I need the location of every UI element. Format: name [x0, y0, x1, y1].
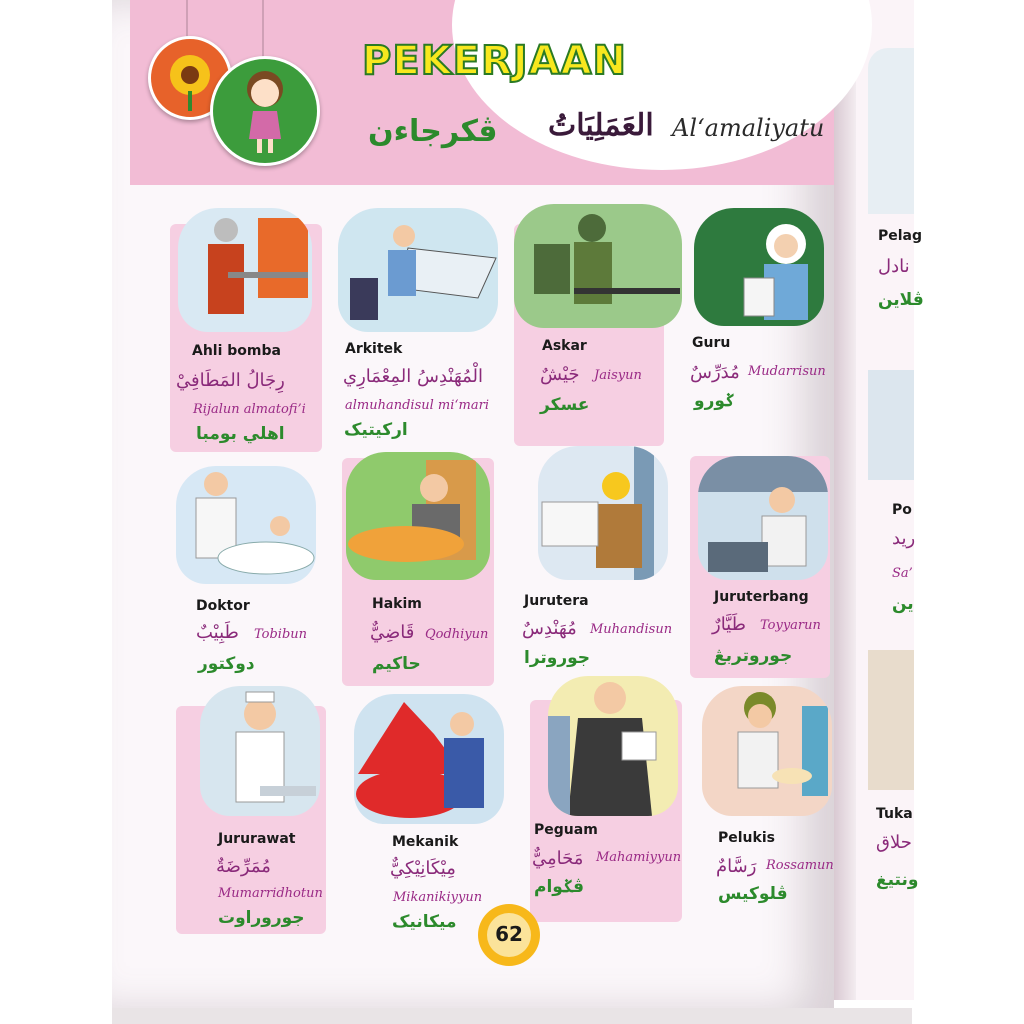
- card-word: Mekanik: [392, 834, 459, 850]
- card-word: Jururawat: [218, 831, 296, 847]
- card-word: Peguam: [534, 822, 598, 838]
- side-jawi: ين: [892, 594, 914, 614]
- soldier-illustration: [514, 204, 682, 328]
- side-word: Tuka: [876, 806, 913, 822]
- card-jawi: ميکانيک: [392, 912, 457, 932]
- teacher-illustration: [694, 208, 824, 326]
- card-arabic: مُهَنْدِسٌ: [522, 618, 577, 639]
- side-illustration: [868, 370, 914, 480]
- side-jawi: ونتيغ: [876, 870, 919, 890]
- card-jawi: ڤݢوام: [534, 877, 585, 897]
- ornament-string: [262, 0, 264, 58]
- engineer-illustration: [538, 446, 668, 580]
- card-translit: almuhandisul mi‘mari: [345, 398, 489, 413]
- card-arabic: مُدَرِّسٌ: [690, 362, 740, 383]
- card-jawi: دوکتور: [198, 654, 255, 674]
- pilot-illustration: [698, 456, 828, 580]
- card-translit: Rijalun almatofi’i: [193, 402, 306, 417]
- card-word: Askar: [542, 338, 587, 354]
- card-word: Juruterbang: [714, 589, 809, 605]
- card-jawi: جوروتربڠ: [714, 646, 793, 666]
- card-word: Guru: [692, 335, 731, 351]
- side-word: Po: [892, 502, 912, 518]
- side-illustration: [868, 48, 914, 214]
- card-word: Arkitek: [345, 341, 403, 357]
- card-arabic: جَيْشٌ: [540, 364, 580, 385]
- card-word: Hakim: [372, 596, 422, 612]
- card-jawi: ڤلوکيس: [718, 884, 788, 904]
- firefighter-illustration: [178, 208, 312, 332]
- card-jawi: ݢورو: [694, 391, 735, 411]
- card-translit: Mikanikiyyun: [393, 890, 483, 905]
- book-spine: [834, 0, 856, 1000]
- card-word: Pelukis: [718, 830, 775, 846]
- translit-title: Al‘amaliyatu: [672, 114, 825, 142]
- card-jawi: حاکيم: [372, 654, 421, 674]
- arabic-title: العَمَلِيَاتُ: [548, 108, 654, 143]
- side-translit: Sa’: [892, 566, 913, 581]
- card-arabic: مَحَامِيٌّ: [532, 848, 584, 869]
- card-jawi: اهلي بومبا: [196, 424, 285, 444]
- card-arabic: طَيَّارٌ: [712, 614, 746, 635]
- page-title: PEKERJAAN: [362, 38, 628, 84]
- judge-illustration: [346, 452, 490, 580]
- side-illustration: [868, 650, 914, 790]
- jawi-title: ڤكرجاءن: [368, 114, 498, 149]
- side-arabic: نادل: [878, 256, 910, 277]
- card-translit: Mumarridhotun: [218, 886, 323, 901]
- card-arabic: مُمَرِّضَةٌ: [216, 856, 271, 877]
- mechanic-illustration: [354, 694, 504, 824]
- lawyer-illustration: [548, 676, 678, 816]
- card-arabic: مِيْكَانِيْكِيٌّ: [390, 858, 456, 879]
- card-translit: Qodhiyun: [425, 627, 489, 642]
- side-word: Pelag: [878, 228, 923, 244]
- card-word: Doktor: [196, 598, 250, 614]
- card-arabic: طَبِيْبٌ: [196, 622, 239, 643]
- ornament-string: [186, 0, 188, 40]
- painter-illustration: [702, 686, 832, 816]
- card-jawi: اركيتيک: [344, 420, 408, 440]
- card-jawi: جوروترا: [524, 648, 591, 668]
- girl-ornament-icon: [210, 56, 320, 166]
- card-arabic: قَاضِيٌّ: [370, 622, 415, 643]
- card-translit: Jaisyun: [594, 368, 642, 383]
- card-word: Jurutera: [524, 593, 589, 609]
- card-word: Ahli bomba: [192, 343, 281, 359]
- page-bottom-edge: [112, 1008, 912, 1024]
- card-translit: Tobibun: [254, 627, 308, 642]
- card-translit: Mahamiyyun: [596, 850, 682, 865]
- page-number: 62: [495, 922, 523, 946]
- card-translit: Rossamun: [766, 858, 834, 873]
- card-jawi: عسكر: [540, 395, 590, 415]
- card-translit: Mudarrisun: [748, 364, 826, 379]
- side-arabic: حلاق: [876, 832, 912, 853]
- card-arabic: الْمُهَنْدِسُ المِعْمَارِي: [343, 366, 484, 387]
- card-arabic: رِجَالُ المَطَافِيْ: [176, 370, 285, 391]
- card-translit: Toyyarun: [760, 618, 821, 633]
- architect-illustration: [338, 208, 498, 332]
- nurse-illustration: [200, 686, 320, 816]
- card-translit: Muhandisun: [590, 622, 673, 637]
- card-jawi: جوروراوت: [218, 908, 305, 928]
- card-arabic: رَسَّامٌ: [716, 856, 757, 877]
- page-number-badge: [476, 902, 542, 968]
- side-jawi: ڤلاين: [878, 290, 924, 310]
- side-arabic: ريد: [892, 528, 916, 549]
- doctor-illustration: [176, 466, 316, 584]
